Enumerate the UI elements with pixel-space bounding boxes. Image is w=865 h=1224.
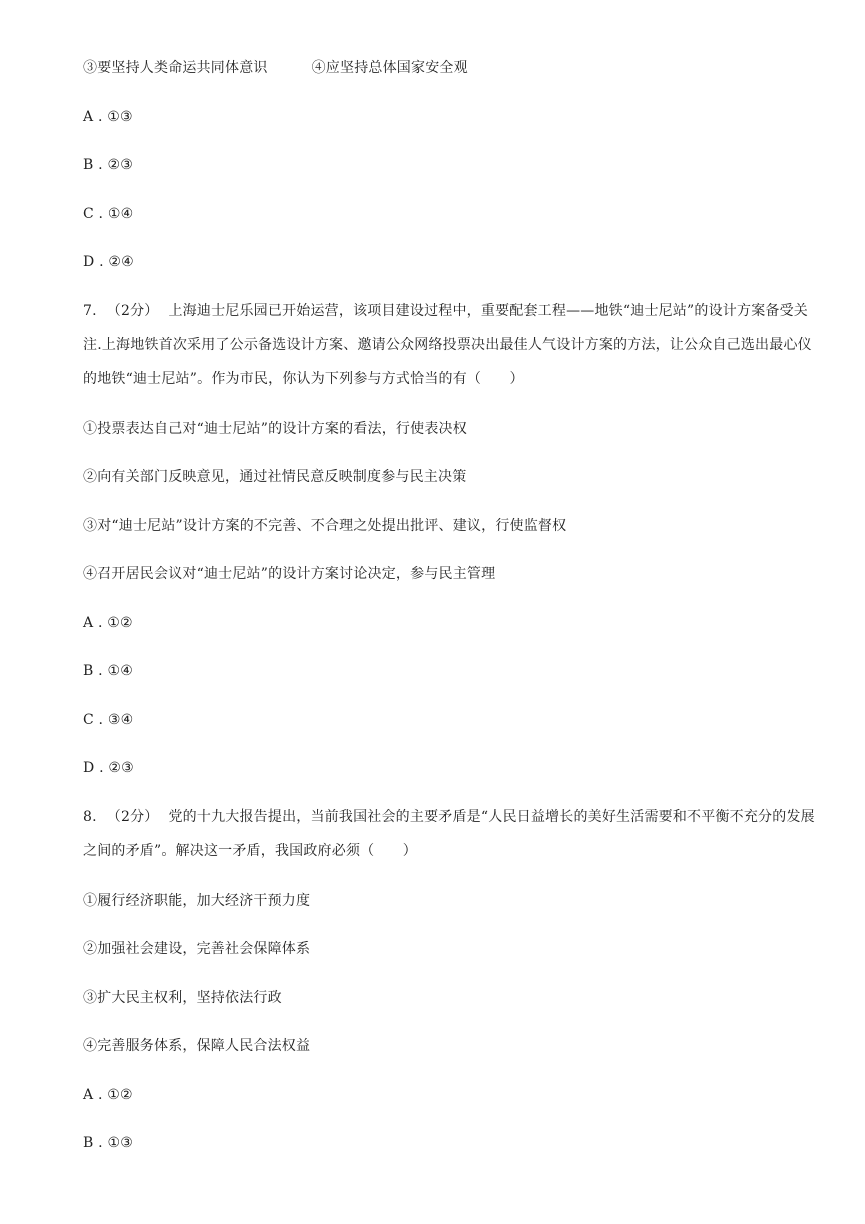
q7-option-d[interactable]: D . ②③: [83, 760, 134, 776]
q8-statement-4: ④完善服务体系，保障人民合法权益: [83, 1038, 311, 1054]
q7-statement-4: ④召开居民会议对“迪士尼站”的设计方案讨论决定，参与民主管理: [83, 566, 496, 582]
q6-option-c[interactable]: C . ①④: [83, 206, 134, 222]
q8-statement-1: ①履行经济职能，加大经济干预力度: [83, 893, 311, 909]
q7-option-b[interactable]: B . ①④: [83, 663, 133, 679]
q8-option-a[interactable]: A . ①②: [83, 1087, 133, 1103]
q7-statement-1: ①投票表达自己对“迪士尼站”的设计方案的看法，行使表决权: [83, 421, 467, 437]
q8-stem: [83, 800, 823, 868]
q8-statement-2: ②加强社会建设，完善社会保障体系: [83, 941, 311, 957]
q6-statements-row: [83, 58, 468, 78]
q6-statement-4: ④应坚持总体国家安全观: [311, 60, 468, 76]
q6-option-b[interactable]: B . ②③: [83, 157, 133, 173]
q7-statement-3: ③对“迪士尼站”设计方案的不完善、不合理之处提出批评、建议，行使监督权: [83, 518, 567, 534]
q6-option-d[interactable]: D . ②④: [83, 254, 134, 270]
q8-score: （2分）: [106, 809, 159, 825]
q7-statement-2: ②向有关部门反映意见，通过社情民意反映制度参与民主决策: [83, 469, 467, 485]
q7-text: 上海迪士尼乐园已开始运营，该项目建设过程中，重要配套工程——地铁“迪士尼站”的设计方案备受关注.上海地铁首次采用了公示备选设计方案、邀请公众网络投票决出最佳人气设计方案的方法，让公众自己选出最心仪的地铁“迪士尼站”。作为市民，你认为下列参与方式恰当的有（ ）: [83, 303, 812, 387]
q8-text: 党的十九大报告提出，当前我国社会的主要矛盾是“人民日益增长的美好生活需要和不平衡不充分的发展之间的矛盾”。解决这一矛盾，我国政府必须（ ）: [83, 809, 815, 859]
q8-option-b[interactable]: B . ①③: [83, 1135, 133, 1151]
q7-score: （2分）: [106, 303, 159, 319]
q7-stem: [83, 294, 823, 396]
q6-statement-3: ③要坚持人类命运共同体意识: [83, 60, 268, 76]
q7-option-a[interactable]: A . ①②: [83, 615, 133, 631]
q6-option-a[interactable]: A . ①③: [83, 109, 133, 125]
q8-number: 8.: [83, 809, 97, 825]
q7-option-c[interactable]: C . ③④: [83, 712, 134, 728]
q8-statement-3: ③扩大民主权利，坚持依法行政: [83, 990, 282, 1006]
q7-number: 7.: [83, 303, 97, 319]
